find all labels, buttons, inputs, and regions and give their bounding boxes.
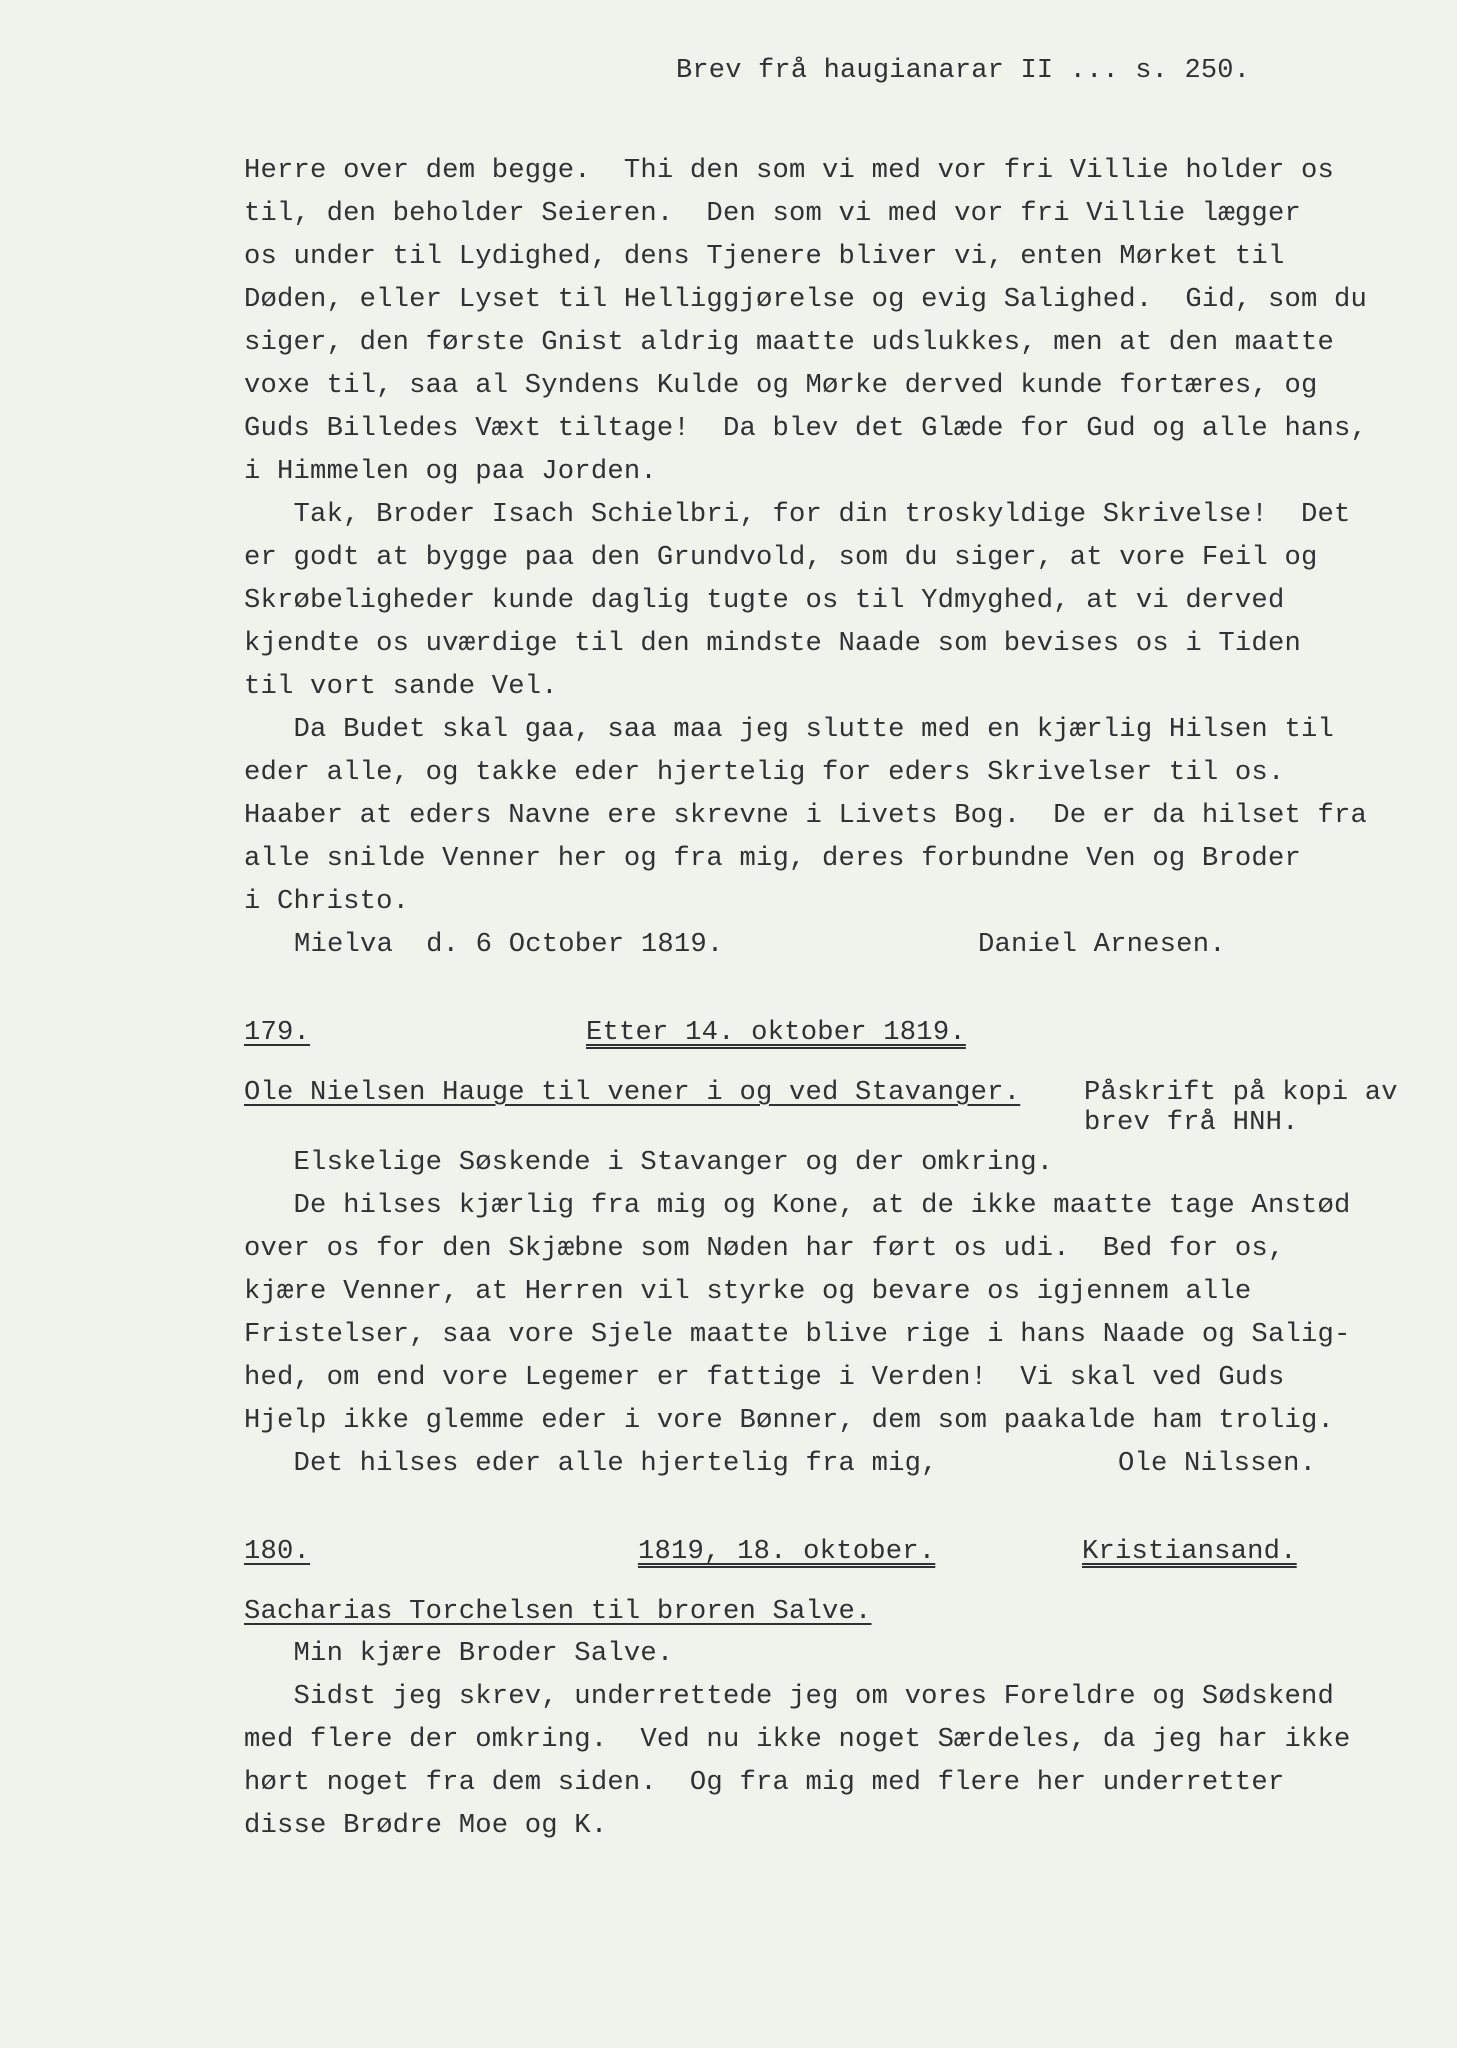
letter-date: Etter 14. oktober 1819. [586,1017,966,1048]
text-line: siger, den første Gnist aldrig maatte udslukkes, men at den maatte [244,327,1334,358]
text-line: til vort sande Vel. [244,671,558,702]
text-line: alle snilde Venner her og fra mig, deres forbundne Ven og Broder [244,843,1301,874]
text-line: De hilses kjærlig fra mig og Kone, at de ikke maatte tage Anstød [244,1190,1351,1221]
text-line: hørt noget fra dem siden. Og fra mig med flere her underretter [244,1767,1285,1798]
text-line: Elskelige Søskende i Stavanger og der omkring. [244,1147,1054,1178]
text-line: Tak, Broder Isach Schielbri, for din troskyldige Skrivelse! Det [244,499,1351,530]
text-line: over os for den Skjæbne som Nøden har ført os udi. Bed for os, [244,1233,1285,1264]
text-line: disse Brødre Moe og K. [244,1810,608,1841]
letter-note: Påskrift på kopi av [1084,1077,1398,1108]
text-line: kjære Venner, at Herren vil styrke og bevare os igjennem alle [244,1276,1252,1307]
letter-title: Sacharias Torchelsen til broren Salve. [244,1596,872,1627]
text-line: kjendte os uværdige til den mindste Naade som bevises os i Tiden [244,628,1301,659]
letter-number: 179. [244,1017,311,1048]
text-line: hed, om end vore Legemer er fattige i Verden! Vi skal ved Guds [244,1362,1285,1393]
text-line: eder alle, og takke eder hjertelig for eders Skrivelser til os. [244,757,1285,788]
text-line: Min kjære Broder Salve. [244,1638,674,1669]
letter-number: 180. [244,1536,311,1567]
text-line: er godt at bygge paa den Grundvold, som du siger, at vore Feil og [244,542,1318,573]
text-line: Haaber at eders Navne ere skrevne i Livets Bog. De er da hilset fra [244,800,1368,831]
text-line: til, den beholder Seieren. Den som vi med vor fri Villie lægger [244,198,1301,229]
text-line: os under til Lydighed, dens Tjenere bliver vi, enten Mørket til [244,241,1285,272]
page-header: Brev frå haugianarar II ... s. 250. [676,56,1251,86]
text-line: Hjelp ikke glemme eder i vore Bønner, dem som paakalde ham trolig. [244,1405,1334,1436]
letter-date: 1819, 18. oktober. [638,1536,936,1567]
text-line: i Himmelen og paa Jorden. [244,456,657,487]
text-line: Herre over dem begge. Thi den som vi med vor fri Villie holder os [244,155,1334,186]
text-line: voxe til, saa al Syndens Kulde og Mørke derved kunde fortæres, og [244,370,1318,401]
text-line: med flere der omkring. Ved nu ikke noget Særdeles, da jeg har ikke [244,1724,1351,1755]
text-line: Skrøbeligheder kunde daglig tugte os til Ydmyghed, at vi derved [244,585,1285,616]
text-line: i Christo. [244,886,410,917]
signature: Ole Nilssen. [1118,1448,1317,1479]
text-line: Sidst jeg skrev, underrettede jeg om vores Foreldre og Sødskend [244,1681,1334,1712]
text-line: Da Budet skal gaa, saa maa jeg slutte med en kjærlig Hilsen til [244,714,1334,745]
place-date: Mielva d. 6 October 1819. [294,929,724,960]
text-line: Guds Billedes Væxt tiltage! Da blev det Glæde for Gud og alle hans, [244,413,1368,444]
text-line: Fristelser, saa vore Sjele maatte blive rige i hans Naade og Salig- [244,1319,1351,1350]
letter-title: Ole Nielsen Hauge til vener i og ved Stavanger. [244,1077,1021,1108]
letter-note: brev frå HNH. [1084,1107,1299,1138]
text-line: Døden, eller Lyset til Helliggjørelse og evig Salighed. Gid, som du [244,284,1368,315]
signature: Daniel Arnesen. [978,929,1226,960]
letter-place: Kristiansand. [1082,1536,1297,1567]
closing-line: Det hilses eder alle hjertelig fra mig, [244,1448,938,1479]
